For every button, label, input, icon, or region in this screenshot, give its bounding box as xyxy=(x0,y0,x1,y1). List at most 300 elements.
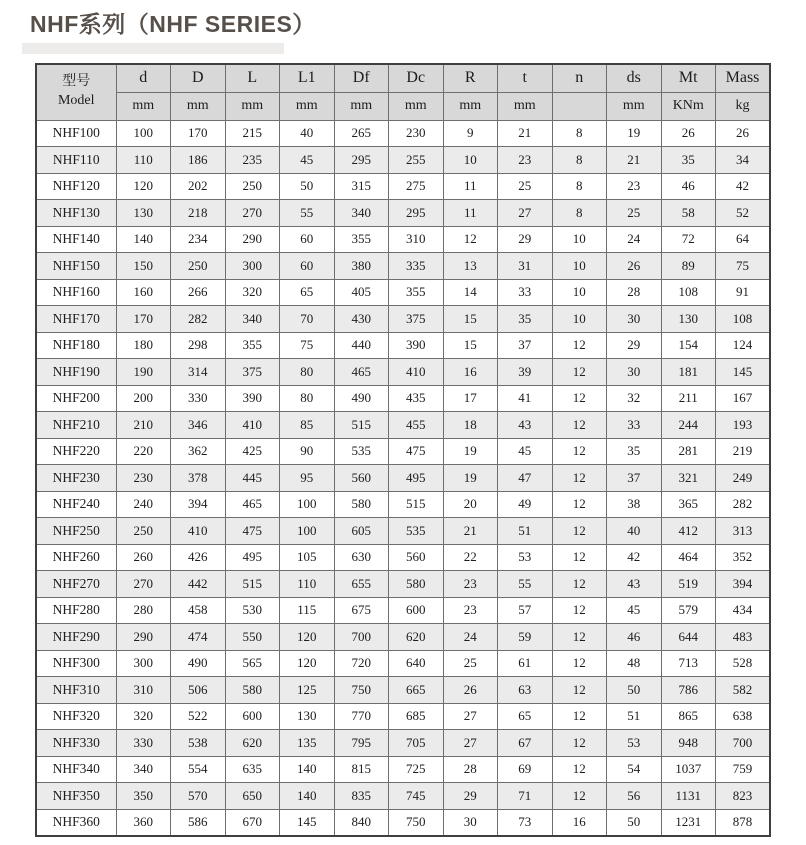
table-row xyxy=(36,783,770,810)
column-symbol-d: d xyxy=(116,64,171,92)
column-symbol-Dc: Dc xyxy=(389,64,444,92)
value-cell-Mass: 75 xyxy=(716,253,771,280)
page-title: NHF系列（NHF SERIES） xyxy=(30,11,316,37)
value-cell-L: 550 xyxy=(225,624,280,651)
value-cell-R: 26 xyxy=(443,677,498,704)
model-cell: NHF320 xyxy=(36,703,116,730)
value-cell-Mass: 124 xyxy=(716,332,771,359)
table-row xyxy=(36,173,770,200)
value-cell-Df: 405 xyxy=(334,279,389,306)
value-cell-D: 522 xyxy=(171,703,226,730)
value-cell-d: 320 xyxy=(116,703,171,730)
value-cell-ds: 28 xyxy=(607,279,662,306)
value-cell-ds: 51 xyxy=(607,703,662,730)
value-cell-t: 41 xyxy=(498,385,553,412)
value-cell-L1: 120 xyxy=(280,650,335,677)
value-cell-L: 425 xyxy=(225,438,280,465)
value-cell-Dc: 375 xyxy=(389,306,444,333)
value-cell-R: 12 xyxy=(443,226,498,253)
value-cell-n: 12 xyxy=(552,783,607,810)
value-cell-Mt: 865 xyxy=(661,703,716,730)
value-cell-d: 350 xyxy=(116,783,171,810)
value-cell-ds: 23 xyxy=(607,173,662,200)
value-cell-d: 200 xyxy=(116,385,171,412)
value-cell-Mass: 394 xyxy=(716,571,771,598)
column-unit-Df: mm xyxy=(334,92,389,120)
value-cell-R: 23 xyxy=(443,597,498,624)
value-cell-Mass: 528 xyxy=(716,650,771,677)
value-cell-L1: 80 xyxy=(280,385,335,412)
value-cell-Mt: 579 xyxy=(661,597,716,624)
value-cell-t: 73 xyxy=(498,809,553,836)
value-cell-t: 65 xyxy=(498,703,553,730)
value-cell-L1: 40 xyxy=(280,120,335,147)
value-cell-Mt: 1231 xyxy=(661,809,716,836)
value-cell-Dc: 580 xyxy=(389,571,444,598)
value-cell-Mass: 145 xyxy=(716,359,771,386)
value-cell-t: 37 xyxy=(498,332,553,359)
model-cell: NHF260 xyxy=(36,544,116,571)
model-cell: NHF200 xyxy=(36,385,116,412)
table-row xyxy=(36,253,770,280)
value-cell-n: 12 xyxy=(552,677,607,704)
value-cell-Dc: 665 xyxy=(389,677,444,704)
value-cell-t: 55 xyxy=(498,571,553,598)
value-cell-Mass: 483 xyxy=(716,624,771,651)
value-cell-d: 300 xyxy=(116,650,171,677)
value-cell-ds: 24 xyxy=(607,226,662,253)
value-cell-D: 442 xyxy=(171,571,226,598)
value-cell-D: 218 xyxy=(171,200,226,227)
value-cell-D: 234 xyxy=(171,226,226,253)
value-cell-Mt: 786 xyxy=(661,677,716,704)
value-cell-L: 565 xyxy=(225,650,280,677)
model-cell: NHF270 xyxy=(36,571,116,598)
value-cell-D: 394 xyxy=(171,491,226,518)
value-cell-Mass: 638 xyxy=(716,703,771,730)
value-cell-Dc: 725 xyxy=(389,756,444,783)
value-cell-Mt: 72 xyxy=(661,226,716,253)
model-cell: NHF140 xyxy=(36,226,116,253)
value-cell-L: 650 xyxy=(225,783,280,810)
value-cell-L1: 115 xyxy=(280,597,335,624)
value-cell-Mt: 519 xyxy=(661,571,716,598)
value-cell-Dc: 410 xyxy=(389,359,444,386)
value-cell-R: 19 xyxy=(443,465,498,492)
value-cell-d: 160 xyxy=(116,279,171,306)
value-cell-L1: 140 xyxy=(280,783,335,810)
value-cell-d: 280 xyxy=(116,597,171,624)
column-unit-d: mm xyxy=(116,92,171,120)
value-cell-D: 474 xyxy=(171,624,226,651)
value-cell-Dc: 515 xyxy=(389,491,444,518)
value-cell-ds: 30 xyxy=(607,359,662,386)
value-cell-R: 28 xyxy=(443,756,498,783)
value-cell-D: 170 xyxy=(171,120,226,147)
value-cell-R: 14 xyxy=(443,279,498,306)
value-cell-ds: 46 xyxy=(607,624,662,651)
value-cell-n: 12 xyxy=(552,332,607,359)
column-unit-Dc: mm xyxy=(389,92,444,120)
value-cell-d: 210 xyxy=(116,412,171,439)
value-cell-Dc: 685 xyxy=(389,703,444,730)
value-cell-n: 12 xyxy=(552,703,607,730)
model-cell: NHF120 xyxy=(36,173,116,200)
table-row xyxy=(36,306,770,333)
value-cell-R: 16 xyxy=(443,359,498,386)
value-cell-n: 12 xyxy=(552,438,607,465)
value-cell-t: 57 xyxy=(498,597,553,624)
value-cell-d: 100 xyxy=(116,120,171,147)
table-row xyxy=(36,624,770,651)
value-cell-d: 330 xyxy=(116,730,171,757)
value-cell-d: 230 xyxy=(116,465,171,492)
value-cell-n: 10 xyxy=(552,253,607,280)
model-cell: NHF340 xyxy=(36,756,116,783)
column-symbol-L1: L1 xyxy=(280,64,335,92)
value-cell-ds: 30 xyxy=(607,306,662,333)
value-cell-L: 580 xyxy=(225,677,280,704)
value-cell-L1: 90 xyxy=(280,438,335,465)
value-cell-t: 21 xyxy=(498,120,553,147)
value-cell-t: 33 xyxy=(498,279,553,306)
value-cell-Df: 770 xyxy=(334,703,389,730)
value-cell-n: 10 xyxy=(552,226,607,253)
value-cell-Mt: 644 xyxy=(661,624,716,651)
value-cell-ds: 50 xyxy=(607,677,662,704)
table-body xyxy=(36,120,770,836)
title-underlay xyxy=(22,43,284,54)
value-cell-D: 298 xyxy=(171,332,226,359)
column-symbol-n: n xyxy=(552,64,607,92)
value-cell-t: 27 xyxy=(498,200,553,227)
value-cell-Df: 465 xyxy=(334,359,389,386)
column-symbol-Mass: Mass xyxy=(716,64,771,92)
value-cell-Mt: 321 xyxy=(661,465,716,492)
value-cell-Df: 560 xyxy=(334,465,389,492)
value-cell-R: 19 xyxy=(443,438,498,465)
column-unit-ds: mm xyxy=(607,92,662,120)
value-cell-Df: 700 xyxy=(334,624,389,651)
value-cell-t: 29 xyxy=(498,226,553,253)
value-cell-Mass: 352 xyxy=(716,544,771,571)
value-cell-ds: 40 xyxy=(607,518,662,545)
value-cell-R: 24 xyxy=(443,624,498,651)
value-cell-L: 355 xyxy=(225,332,280,359)
value-cell-D: 554 xyxy=(171,756,226,783)
value-cell-R: 29 xyxy=(443,783,498,810)
model-cell: NHF300 xyxy=(36,650,116,677)
value-cell-Mt: 948 xyxy=(661,730,716,757)
value-cell-Mass: 313 xyxy=(716,518,771,545)
value-cell-Mt: 244 xyxy=(661,412,716,439)
value-cell-Dc: 620 xyxy=(389,624,444,651)
table-row xyxy=(36,200,770,227)
value-cell-Mt: 211 xyxy=(661,385,716,412)
catalog-page xyxy=(0,6,806,845)
value-cell-D: 282 xyxy=(171,306,226,333)
value-cell-d: 240 xyxy=(116,491,171,518)
value-cell-L1: 65 xyxy=(280,279,335,306)
column-symbol-D: D xyxy=(171,64,226,92)
value-cell-Df: 440 xyxy=(334,332,389,359)
value-cell-Dc: 355 xyxy=(389,279,444,306)
value-cell-R: 11 xyxy=(443,173,498,200)
value-cell-L: 530 xyxy=(225,597,280,624)
value-cell-Mt: 46 xyxy=(661,173,716,200)
value-cell-t: 39 xyxy=(498,359,553,386)
nhf-spec-table xyxy=(35,63,771,837)
value-cell-Df: 605 xyxy=(334,518,389,545)
model-cell: NHF280 xyxy=(36,597,116,624)
value-cell-L1: 55 xyxy=(280,200,335,227)
value-cell-ds: 25 xyxy=(607,200,662,227)
table-row xyxy=(36,756,770,783)
column-symbol-Df: Df xyxy=(334,64,389,92)
value-cell-D: 410 xyxy=(171,518,226,545)
value-cell-t: 49 xyxy=(498,491,553,518)
value-cell-D: 426 xyxy=(171,544,226,571)
value-cell-D: 314 xyxy=(171,359,226,386)
value-cell-n: 12 xyxy=(552,571,607,598)
value-cell-t: 45 xyxy=(498,438,553,465)
column-unit-t: mm xyxy=(498,92,553,120)
value-cell-d: 120 xyxy=(116,173,171,200)
value-cell-D: 586 xyxy=(171,809,226,836)
table-row xyxy=(36,677,770,704)
value-cell-ds: 54 xyxy=(607,756,662,783)
value-cell-R: 23 xyxy=(443,571,498,598)
value-cell-Df: 655 xyxy=(334,571,389,598)
column-unit-R: mm xyxy=(443,92,498,120)
value-cell-ds: 32 xyxy=(607,385,662,412)
value-cell-Mt: 464 xyxy=(661,544,716,571)
model-cell: NHF330 xyxy=(36,730,116,757)
value-cell-t: 35 xyxy=(498,306,553,333)
value-cell-Df: 340 xyxy=(334,200,389,227)
value-cell-L: 445 xyxy=(225,465,280,492)
value-cell-d: 250 xyxy=(116,518,171,545)
value-cell-Df: 265 xyxy=(334,120,389,147)
table-row xyxy=(36,703,770,730)
value-cell-ds: 42 xyxy=(607,544,662,571)
value-cell-Dc: 640 xyxy=(389,650,444,677)
value-cell-d: 110 xyxy=(116,147,171,174)
value-cell-d: 260 xyxy=(116,544,171,571)
value-cell-Dc: 275 xyxy=(389,173,444,200)
model-cell: NHF180 xyxy=(36,332,116,359)
value-cell-R: 17 xyxy=(443,385,498,412)
value-cell-D: 330 xyxy=(171,385,226,412)
model-cell: NHF290 xyxy=(36,624,116,651)
value-cell-Mass: 64 xyxy=(716,226,771,253)
value-cell-Dc: 255 xyxy=(389,147,444,174)
value-cell-L1: 145 xyxy=(280,809,335,836)
value-cell-D: 186 xyxy=(171,147,226,174)
column-unit-D: mm xyxy=(171,92,226,120)
column-symbol-Mt: Mt xyxy=(661,64,716,92)
table-row xyxy=(36,332,770,359)
value-cell-Dc: 335 xyxy=(389,253,444,280)
table-row xyxy=(36,438,770,465)
value-cell-n: 10 xyxy=(552,279,607,306)
model-cell: NHF220 xyxy=(36,438,116,465)
value-cell-t: 25 xyxy=(498,173,553,200)
table-row xyxy=(36,571,770,598)
value-cell-L1: 50 xyxy=(280,173,335,200)
value-cell-ds: 48 xyxy=(607,650,662,677)
value-cell-Mass: 282 xyxy=(716,491,771,518)
header-symbol-row xyxy=(36,64,770,92)
value-cell-L1: 135 xyxy=(280,730,335,757)
table-row xyxy=(36,120,770,147)
value-cell-Df: 515 xyxy=(334,412,389,439)
value-cell-Df: 630 xyxy=(334,544,389,571)
value-cell-D: 266 xyxy=(171,279,226,306)
value-cell-L: 410 xyxy=(225,412,280,439)
column-unit-L1: mm xyxy=(280,92,335,120)
value-cell-L: 670 xyxy=(225,809,280,836)
table-row xyxy=(36,491,770,518)
value-cell-Df: 675 xyxy=(334,597,389,624)
value-cell-R: 22 xyxy=(443,544,498,571)
value-cell-n: 16 xyxy=(552,809,607,836)
value-cell-D: 570 xyxy=(171,783,226,810)
value-cell-d: 180 xyxy=(116,332,171,359)
value-cell-L: 215 xyxy=(225,120,280,147)
value-cell-ds: 56 xyxy=(607,783,662,810)
model-cell: NHF150 xyxy=(36,253,116,280)
value-cell-ds: 43 xyxy=(607,571,662,598)
table-header xyxy=(36,64,770,120)
value-cell-d: 340 xyxy=(116,756,171,783)
column-symbol-L: L xyxy=(225,64,280,92)
column-unit-n xyxy=(552,92,607,120)
value-cell-t: 67 xyxy=(498,730,553,757)
value-cell-Mass: 167 xyxy=(716,385,771,412)
value-cell-Df: 720 xyxy=(334,650,389,677)
value-cell-Mass: 26 xyxy=(716,120,771,147)
value-cell-R: 21 xyxy=(443,518,498,545)
value-cell-n: 12 xyxy=(552,544,607,571)
value-cell-L: 375 xyxy=(225,359,280,386)
value-cell-d: 170 xyxy=(116,306,171,333)
model-cell: NHF130 xyxy=(36,200,116,227)
value-cell-Df: 430 xyxy=(334,306,389,333)
value-cell-n: 8 xyxy=(552,173,607,200)
value-cell-d: 270 xyxy=(116,571,171,598)
value-cell-D: 202 xyxy=(171,173,226,200)
value-cell-Mt: 35 xyxy=(661,147,716,174)
model-header-zh: 型号 xyxy=(62,74,91,90)
model-cell: NHF310 xyxy=(36,677,116,704)
value-cell-R: 18 xyxy=(443,412,498,439)
value-cell-ds: 33 xyxy=(607,412,662,439)
value-cell-ds: 19 xyxy=(607,120,662,147)
value-cell-Dc: 745 xyxy=(389,783,444,810)
value-cell-L: 495 xyxy=(225,544,280,571)
value-cell-d: 150 xyxy=(116,253,171,280)
value-cell-R: 13 xyxy=(443,253,498,280)
value-cell-Mass: 108 xyxy=(716,306,771,333)
value-cell-Df: 815 xyxy=(334,756,389,783)
value-cell-n: 12 xyxy=(552,412,607,439)
value-cell-d: 130 xyxy=(116,200,171,227)
table-row xyxy=(36,226,770,253)
model-cell: NHF160 xyxy=(36,279,116,306)
value-cell-Dc: 455 xyxy=(389,412,444,439)
value-cell-L1: 95 xyxy=(280,465,335,492)
value-cell-n: 12 xyxy=(552,465,607,492)
value-cell-d: 190 xyxy=(116,359,171,386)
value-cell-Mass: 249 xyxy=(716,465,771,492)
value-cell-ds: 29 xyxy=(607,332,662,359)
value-cell-ds: 21 xyxy=(607,147,662,174)
value-cell-Dc: 475 xyxy=(389,438,444,465)
value-cell-L1: 85 xyxy=(280,412,335,439)
value-cell-D: 362 xyxy=(171,438,226,465)
value-cell-Mt: 1131 xyxy=(661,783,716,810)
value-cell-L: 320 xyxy=(225,279,280,306)
value-cell-L: 390 xyxy=(225,385,280,412)
value-cell-L1: 75 xyxy=(280,332,335,359)
value-cell-t: 69 xyxy=(498,756,553,783)
value-cell-Dc: 390 xyxy=(389,332,444,359)
model-cell: NHF250 xyxy=(36,518,116,545)
value-cell-Mt: 58 xyxy=(661,200,716,227)
column-symbol-ds: ds xyxy=(607,64,662,92)
value-cell-t: 31 xyxy=(498,253,553,280)
value-cell-R: 25 xyxy=(443,650,498,677)
value-cell-Mass: 759 xyxy=(716,756,771,783)
value-cell-L1: 70 xyxy=(280,306,335,333)
value-cell-R: 15 xyxy=(443,332,498,359)
value-cell-Df: 490 xyxy=(334,385,389,412)
value-cell-Df: 380 xyxy=(334,253,389,280)
value-cell-n: 12 xyxy=(552,385,607,412)
model-cell: NHF190 xyxy=(36,359,116,386)
value-cell-L1: 110 xyxy=(280,571,335,598)
header-unit-row xyxy=(36,92,770,120)
table-row xyxy=(36,465,770,492)
value-cell-D: 346 xyxy=(171,412,226,439)
value-cell-Dc: 230 xyxy=(389,120,444,147)
value-cell-t: 53 xyxy=(498,544,553,571)
value-cell-Mt: 365 xyxy=(661,491,716,518)
value-cell-Dc: 750 xyxy=(389,809,444,836)
value-cell-Df: 315 xyxy=(334,173,389,200)
value-cell-L1: 100 xyxy=(280,491,335,518)
value-cell-R: 27 xyxy=(443,703,498,730)
value-cell-L: 340 xyxy=(225,306,280,333)
value-cell-L: 290 xyxy=(225,226,280,253)
value-cell-Dc: 435 xyxy=(389,385,444,412)
value-cell-Mt: 1037 xyxy=(661,756,716,783)
value-cell-Dc: 295 xyxy=(389,200,444,227)
value-cell-ds: 45 xyxy=(607,597,662,624)
value-cell-d: 360 xyxy=(116,809,171,836)
value-cell-n: 10 xyxy=(552,306,607,333)
value-cell-Mass: 52 xyxy=(716,200,771,227)
value-cell-R: 15 xyxy=(443,306,498,333)
value-cell-Df: 355 xyxy=(334,226,389,253)
value-cell-n: 12 xyxy=(552,730,607,757)
value-cell-L1: 130 xyxy=(280,703,335,730)
value-cell-Mt: 89 xyxy=(661,253,716,280)
value-cell-R: 30 xyxy=(443,809,498,836)
value-cell-L: 475 xyxy=(225,518,280,545)
value-cell-L1: 140 xyxy=(280,756,335,783)
